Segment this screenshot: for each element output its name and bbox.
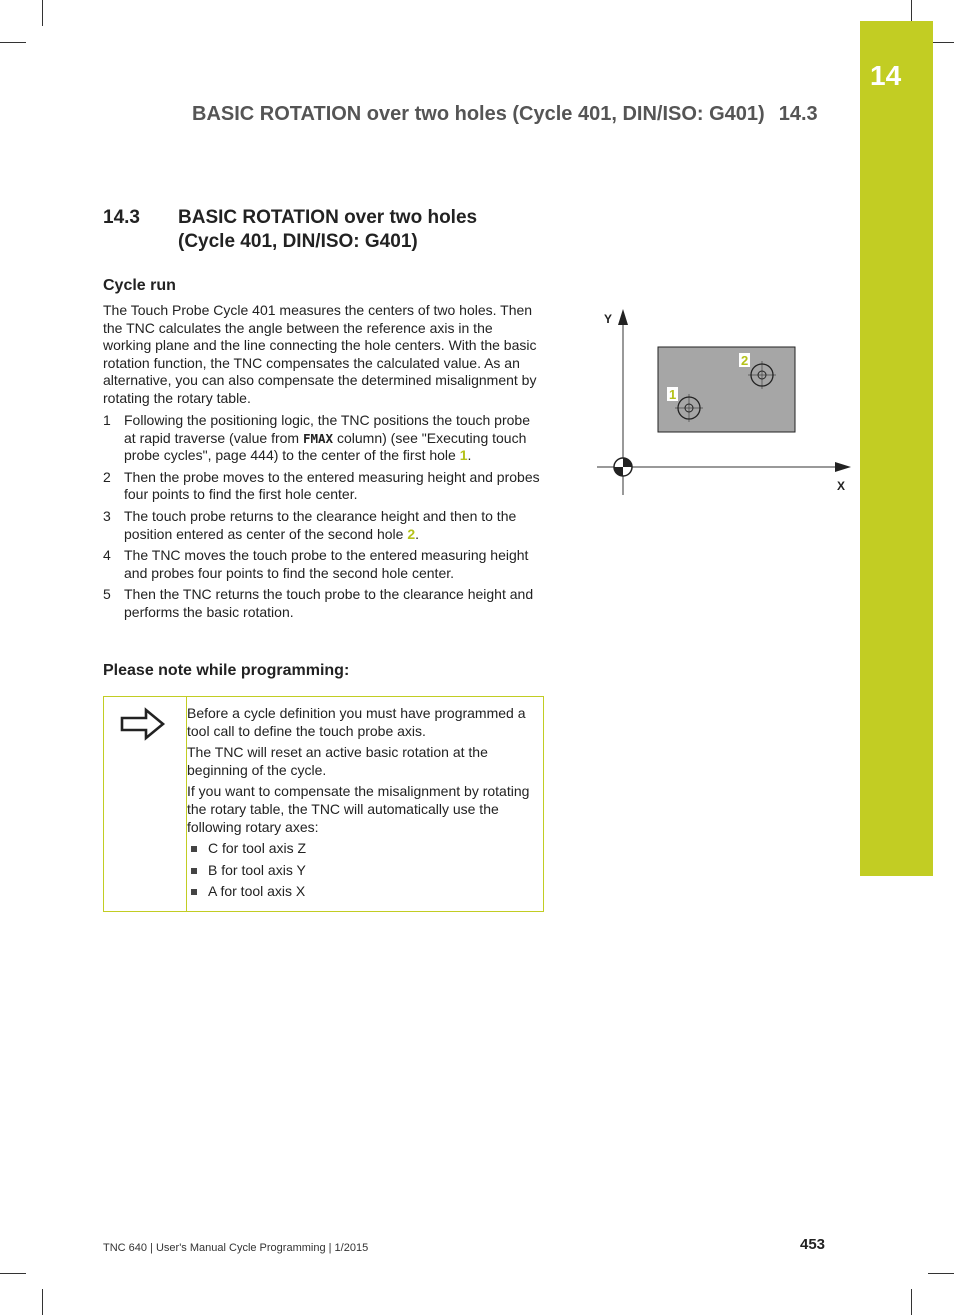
crop-mark bbox=[0, 1273, 26, 1274]
step-list bbox=[103, 412, 543, 626]
y-axis-label: Y bbox=[604, 312, 613, 326]
hole-ref: 1 bbox=[459, 447, 468, 464]
x-axis-arrow bbox=[835, 462, 851, 472]
code-text: FMAX bbox=[302, 430, 334, 446]
list-item: B for tool axis Y bbox=[187, 862, 537, 880]
note-paragraph: Before a cycle definition you must have programmed a tool call to define the touch probe axis. bbox=[187, 705, 526, 739]
list-item bbox=[103, 508, 543, 543]
crop-mark bbox=[0, 42, 26, 43]
step-text: Then the probe moves to the entered measuring height and probes four points to find the first hole center. bbox=[124, 468, 540, 503]
cycle-run-intro: The Touch Probe Cycle 401 measures the centers of two holes. Then the TNC calculates the angle between the reference axis in the working plane and the line connecting the hole centers. With the basic rotation function, the TNC compensates the calculated value. As an alternative, you can also compensate the determined misalignment by rotating the rotary table. bbox=[103, 302, 537, 406]
origin-icon bbox=[614, 458, 632, 476]
step-number: 2 bbox=[103, 468, 111, 485]
step-number: 5 bbox=[103, 586, 111, 603]
workpiece bbox=[658, 347, 795, 432]
cycle-run-heading: Cycle run bbox=[103, 277, 176, 294]
list-item: A for tool axis X bbox=[187, 883, 537, 901]
hole-1-label: 1 bbox=[669, 387, 677, 402]
list-item bbox=[103, 547, 543, 582]
section-title-line1: BASIC ROTATION over two holes bbox=[178, 207, 478, 228]
hole-2-label: 2 bbox=[741, 353, 749, 368]
list-item: C for tool axis Z bbox=[187, 840, 537, 858]
section-title-line2: (Cycle 401, DIN/ISO: G401) bbox=[178, 231, 418, 252]
running-head-number: 14.3 bbox=[778, 103, 818, 125]
crop-mark bbox=[928, 1273, 954, 1274]
running-head bbox=[192, 103, 832, 126]
list-item bbox=[103, 412, 543, 465]
list-item bbox=[103, 469, 543, 504]
note-paragraph: If you want to compensate the misalignment by rotating the rotary table, the TNC will automatically use the following rotary axes: bbox=[187, 783, 530, 835]
x-axis-label: X bbox=[837, 479, 846, 493]
note-paragraph: The TNC will reset an active basic rotation at the beginning of the cycle. bbox=[187, 744, 488, 778]
section-number: 14.3 bbox=[103, 207, 140, 228]
bullet-list bbox=[187, 840, 537, 901]
two-holes-figure bbox=[595, 305, 855, 500]
list-item bbox=[103, 586, 543, 621]
note-heading: Please note while programming: bbox=[103, 662, 350, 679]
chapter-number: 14 bbox=[870, 60, 902, 91]
crop-mark bbox=[42, 1289, 43, 1315]
chapter-tab bbox=[860, 21, 933, 876]
page-number: 453 bbox=[800, 1236, 826, 1253]
crop-mark bbox=[42, 0, 43, 26]
note-content bbox=[187, 705, 537, 905]
step-text: The touch probe returns to the clearance height and then to the position entered as center of the second hole bbox=[124, 507, 517, 542]
step-text: Then the TNC returns the touch probe to the clearance height and performs the basic rotation. bbox=[124, 586, 534, 620]
step-text: . bbox=[415, 525, 419, 542]
step-text: . bbox=[467, 447, 472, 464]
step-number: 4 bbox=[103, 547, 111, 564]
running-head-title: BASIC ROTATION over two holes (Cycle 401, DIN/ISO: G401) bbox=[192, 103, 765, 125]
note-box bbox=[103, 696, 544, 912]
crop-mark bbox=[911, 1289, 912, 1315]
arrow-right-icon bbox=[120, 707, 166, 741]
y-axis-arrow bbox=[618, 309, 628, 325]
hole-ref: 2 bbox=[407, 525, 416, 542]
step-number: 3 bbox=[103, 507, 111, 524]
step-text: Following the positioning logic, the TNC positions the touch probe at rapid traverse (value from bbox=[124, 412, 530, 446]
step-number: 1 bbox=[103, 412, 111, 428]
step-text: The TNC moves the touch probe to the entered measuring height and probes four points to find the second hole center. bbox=[124, 547, 529, 581]
step-text: column) (see "Executing touch probe cycles", page 444) to the center of the first hole bbox=[124, 429, 527, 464]
footer-text: TNC 640 | User's Manual Cycle Programming | 1/2015 bbox=[103, 1242, 369, 1254]
